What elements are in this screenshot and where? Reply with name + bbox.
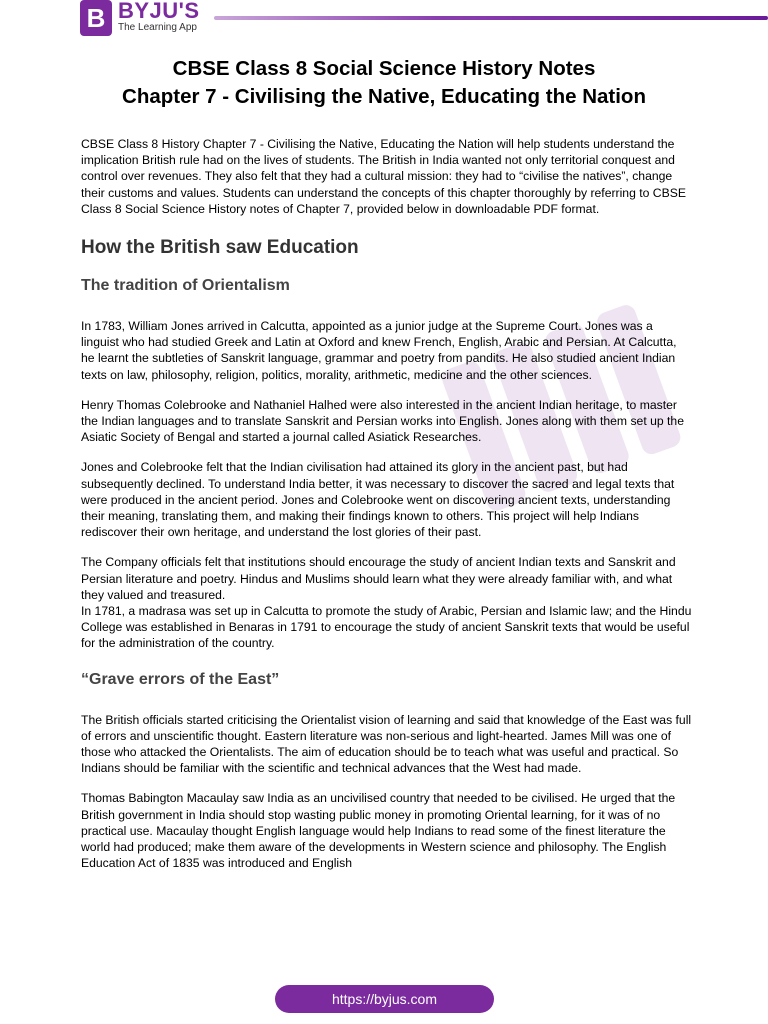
logo-brand: BYJU'S xyxy=(118,0,200,23)
subheading-grave-errors: “Grave errors of the East” xyxy=(81,670,280,688)
paragraph-indian-civilisation: Jones and Colebrooke felt that the Indian civilisation had attained its glory in the ancient past, but had subsequently declined. To understand India better, it was necessary to discover the sacred and legal texts that were produced in the ancient period. Jones and Colebrooke went on discovering ancient texts, understanding their meaning, translating them, and making their findings known to others. This project will help Indians rediscover their own heritage, and understand the lost glories of their past. xyxy=(81,460,675,540)
footer-url-link[interactable]: https://byjus.com xyxy=(275,985,494,1013)
paragraph-british-criticism: The British officials started criticising the Orientalist vision of learning and said that knowledge of the East was full of errors and unscientific thought. Eastern literature was non-serious and light-hearted. James Mill was one of those who attacked the Orientalists. The aim of education should be to teach what was useful and practical. So Indians should be familiar with the scientific and technical advances that the West had made. xyxy=(81,712,692,776)
logo-mark-icon: B xyxy=(80,0,112,36)
header-accent-line xyxy=(214,16,768,20)
page-header xyxy=(0,0,768,44)
document-body xyxy=(81,136,693,872)
paragraph-colebrooke-halhed: Henry Thomas Colebrooke and Nathaniel Halhed were also interested in the ancient Indian heritage, to master the Indian languages and to translate Sanskrit and Persian works into English. Jones along with them set up the Asiatic Society of Bengal and started a journal called Asiatick Researches. xyxy=(81,397,684,445)
paragraph-madrasa: In 1781, a madrasa was set up in Calcutta to promote the study of Arabic, Persian and Islamic law; and the Hindu College was established in Benaras in 1791 to encourage the study of ancient Sanskrit texts that would be useful for the administration of the country. xyxy=(81,604,692,651)
page-title-line1: CBSE Class 8 Social Science History Notes xyxy=(172,57,596,80)
subheading-orientalism: The tradition of Orientalism xyxy=(81,277,290,295)
logo-text xyxy=(118,0,200,34)
page-title-line2: Chapter 7 - Civilising the Native, Educating the Nation xyxy=(122,85,646,108)
byjus-logo[interactable] xyxy=(80,0,200,40)
paragraph-macaulay: Thomas Babington Macaulay saw India as an uncivilised country that needed to be civilised. He urged that the British government in India should stop wasting public money in promoting Oriental learning, for it was of no practical use. Macaulay thought English language would help Indians to read some of the finest literature the world had produced; make them aware of the developments in Western science and philosophy. The English Education Act of 1835 was introduced and English xyxy=(81,791,676,871)
logo-tagline: The Learning App xyxy=(118,22,197,33)
paragraph-william-jones: In 1783, William Jones arrived in Calcutta, appointed as a junior judge at the Supreme Court. Jones was a linguist who had studied Greek and Latin at Oxford and knew French, English, Arabic and Persian. At Calcutta, he learnt the subtleties of Sanskrit language, grammar and poetry from pandits. He also studied ancient Indian texts on law, philosophy, religion, politics, morality, arithmetic, medicine and the other sciences. xyxy=(81,319,677,382)
paragraph-company-officials: The Company officials felt that institutions should encourage the study of ancient Indian texts and Sanskrit and Persian literature and poetry. Hindus and Muslims should learn what they were already familiar with, and what they valued and treasured. xyxy=(81,555,676,602)
intro-paragraph: CBSE Class 8 History Chapter 7 - Civilising the Native, Educating the Nation will help students understand the implication British rule had on the lives of students. The British in India wanted not only territorial conquest and control over revenues. They also felt that they had a cultural mission: they had to “civilise the natives”, change their customs and values. Students can understand the concepts of this chapter thoroughly by referring to CBSE Class 8 Social Science History notes of Chapter 7, provided below in downloadable PDF format. xyxy=(81,137,686,216)
section-heading-british-education: How the British saw Education xyxy=(81,237,359,259)
